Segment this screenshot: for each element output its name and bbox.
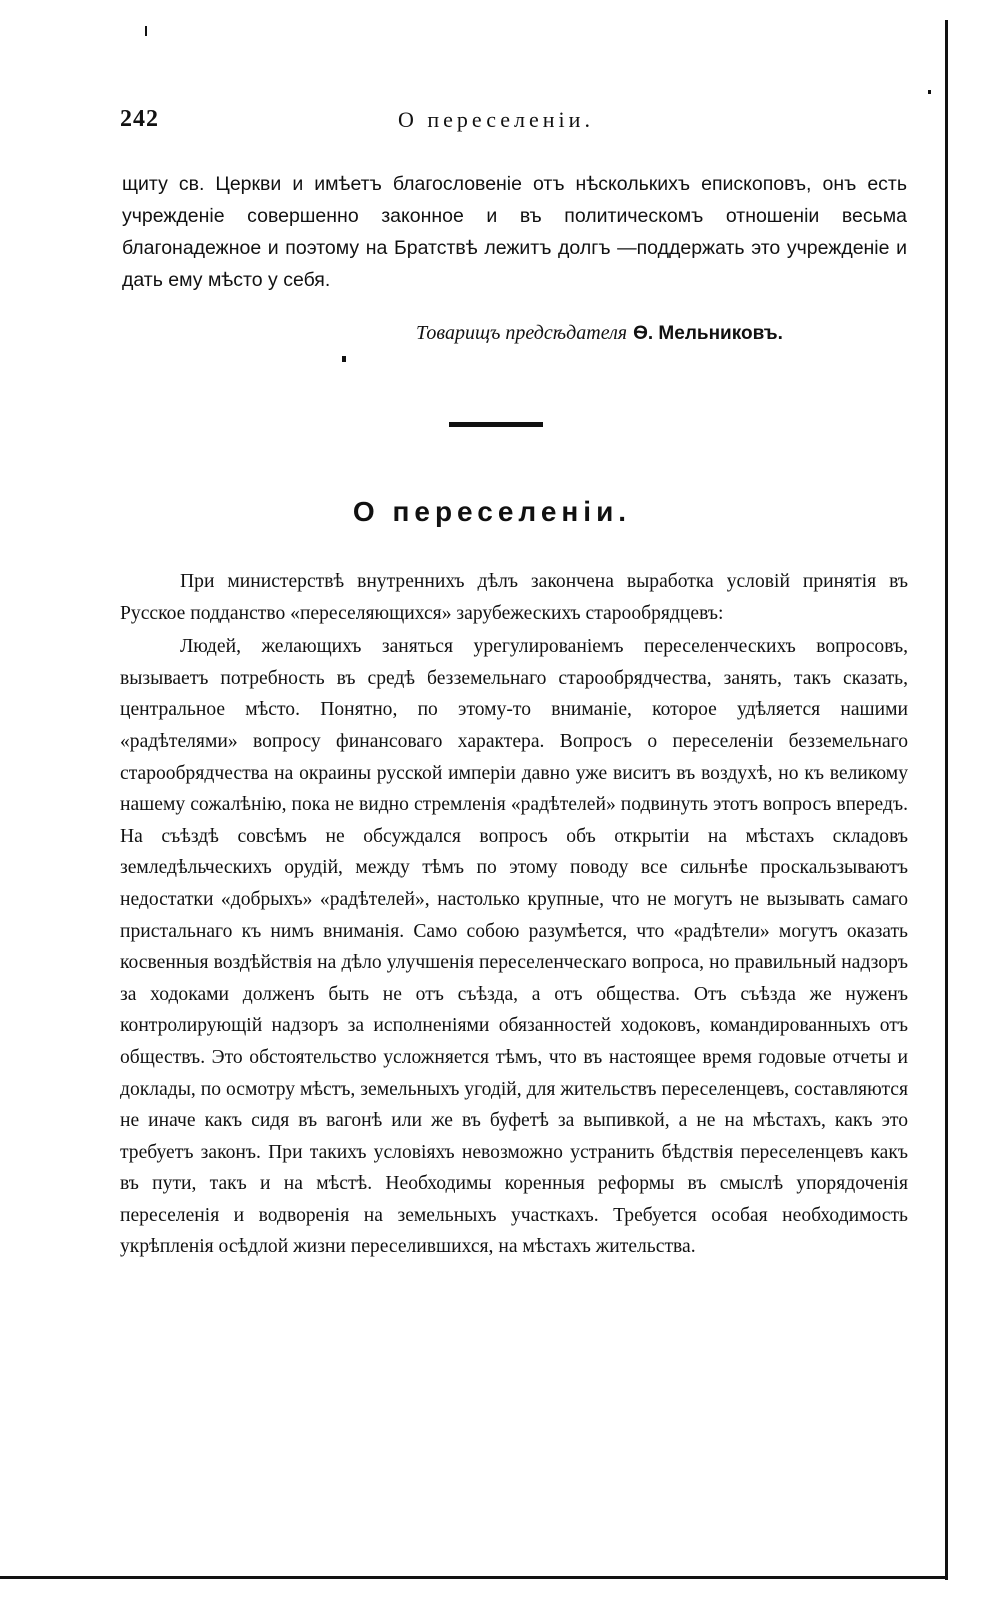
signature-name: Ѳ. Мельниковъ. (633, 323, 783, 344)
scan-speck (145, 26, 147, 36)
section-title: О переселеніи. (352, 496, 632, 527)
intro-paragraph: щиту св. Церкви и имѣетъ благословеніе отъ нѣсколькихъ епископовъ, онъ есть учрежденіе совершенно законное и въ политическомъ отношеніи весьма благонадежное и поэтому на Братствѣ лежитъ долгъ —поддержать это учрежденіе и дать ему мѣсто у себя. (122, 173, 907, 291)
page-border-bottom (0, 1576, 948, 1579)
article-body (120, 566, 908, 1263)
page-header (120, 106, 905, 140)
page-border-right (945, 20, 948, 1580)
body-paragraph-2: Людей, желающихъ заняться урегулированіемъ переселенческихъ вопросовъ, вызываетъ потребность въ средѣ безземельнаго старообрядчества, занять, такъ сказать, центральное мѣсто. Понятно, по этому-то вниманіе, которое удѣляется нашими «радѣтелями» вопросу финансоваго характера. Вопросъ о переселеніи безземельнаго старообрядчества на окраины русской имперіи давно уже виситъ въ воздухѣ, но къ великому нашему сожалѣнію, пока не видно стремленія «радѣтелей» подвинуть этотъ вопросъ впередъ. На съѣздѣ совсѣмъ не обсуждался вопросъ объ открытіи на мѣстахъ складовъ земледѣльческихъ орудій, между тѣмъ по этому поводу все сильнѣе проскальзываютъ недостатки «добрыхъ» «радѣтелей», настолько крупные, что не могутъ не вызывать самаго пристальнаго къ нимъ вниманія. Само собою разумѣется, что «радѣтели» могутъ оказать косвенныя воздѣйствія на дѣло улучшенія переселенческаго вопроса, но правильный надзоръ за ходоками долженъ быть не отъ съѣзда, а отъ общества. Отъ съѣзда же нуженъ контролирующій надзоръ за исполненіями обязанностей ходоковъ, командированныхъ отъ обществъ. Это обстоятельство усложняется тѣмъ, что въ настоящее время годовые отчеты и доклады, по осмотру мѣстъ, земельныхъ угодій, для жительствъ переселенцевъ, составляются не иначе какъ сидя въ вагонѣ или же въ буфетѣ за выпивкой, а не на мѣстахъ, какъ это требуетъ законъ. При такихъ условіяхъ невозможно устранить бѣдствія переселенцевъ какъ въ пути, такъ и на мѣстѣ. Необходимы коренныя реформы въ смыслѣ упорядоченія переселенія и водворенія на земельныхъ участкахъ. Требуется особая необходимость укрѣпленія осѣдлой жизни переселившихся, на мѣстахъ жительства. (120, 636, 908, 1258)
page-number: 242 (120, 106, 159, 132)
signature-role: Товарищъ предсѣдателя (416, 322, 628, 344)
running-title: О переселеніи. (398, 107, 594, 132)
section-divider (449, 422, 543, 427)
signature (416, 322, 783, 345)
scan-speck (342, 356, 346, 362)
scan-speck (928, 90, 931, 94)
body-paragraph-1: При министерствѣ внутреннихъ дѣлъ закончена выработка условій принятія въ Русское подданство «переселяющихся» зарубежескихъ старообрядцевъ: (120, 571, 908, 624)
